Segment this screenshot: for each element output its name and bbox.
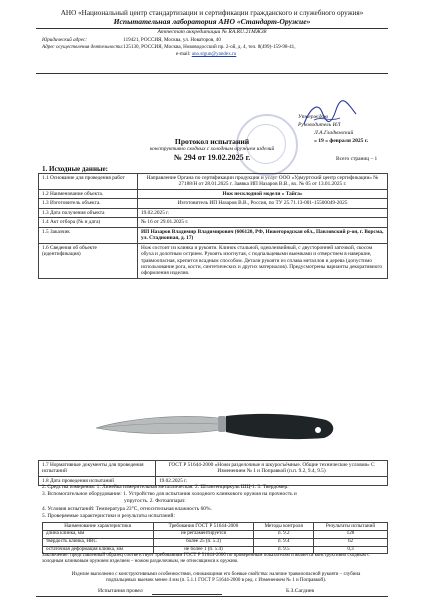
address-rule [36, 73, 388, 74]
row-value: ГОСТ Р 51644-2000 «Ножи разделочные и шкуросъёмные. Общие технические условия» С Изменением № 1 и Поправкой (п.п. 9.2, 9.4, 9.5) [156, 461, 388, 477]
auxiliary-equipment-cont: упругость. 2. Фотоаппарат. [124, 498, 186, 504]
table-row [39, 199, 388, 208]
column-header: Результаты испытаний [314, 523, 388, 531]
results-heading: 5. Проверяемые характеристики и результаты испытаний: [42, 513, 175, 519]
column-header: Требования ГОСТ Р 51644-2000 [153, 523, 254, 531]
source-data-table [38, 173, 388, 279]
row-label: 1.1 Основание для проведения работ [39, 174, 138, 190]
table-cell: длина клинка, мм [43, 530, 154, 538]
section-heading: 1. Исходные данные: [42, 165, 108, 173]
table-cell: п. 9.5 [254, 546, 314, 554]
row-value: 19.02.2025 г. [156, 476, 388, 485]
activity-address-label: Адрес осуществления деятельности: [42, 44, 124, 50]
conclusion-text: Заключение: представленный образец соответствует требованиям ГОСТ Р 51644-2000 по проверенным показателям и является конструктивно сходным с холодным клинковым оружием изделием – ножом разделочным, не относящимся к оружию. [42, 553, 370, 564]
row-value: Изготовитель ИП Назаров В.В., Россия, по ТУ 25.71.13-001-15500049-2025 [138, 199, 388, 208]
table-row [39, 174, 388, 190]
lab-name: Испытательная лаборатория АНО «Стандарт-Оружие» [113, 17, 311, 26]
row-label: 1.2 Наименование объекта. [39, 189, 138, 198]
row-value: ИП Назаров Владимир Владимирович (606120, РФ, Нижегородская обл., Павловский р-он, г. Ворсма, ул. Стадионная, д. 17) [138, 227, 388, 243]
approval-date: « 19 » февраля 2025 г. [314, 138, 369, 144]
legal-address-label: Юридический адрес: [42, 37, 87, 43]
tester-label: Испытания провел [98, 588, 143, 594]
row-value: Нож состоит из клинка и рукояти. Клинок стальной, однолезвийный, с двусторонней заточкой, скосом обуха и долотным острием. Рукоять изогнутая, с подпальцевыми выемками и отверстием в навершие, травмоопасная, крепится всадным способом. Детали рукояти из сплава металлов и дерева (допустимо использование рога, кости, синтетических и других материалов). Предусмотрены варианты декоративного оформления изделия. [138, 243, 388, 278]
table-cell: не регламентируется [153, 530, 254, 538]
approver-name: Л.А.Гладковский [314, 130, 354, 136]
table-cell: не более 1 (п. 5.4) [153, 546, 254, 554]
row-value: 19.02.2025 г. [138, 208, 388, 217]
column-header: Наименование характеристики [43, 523, 154, 531]
table-row [43, 530, 388, 538]
table-header-row [43, 523, 388, 531]
row-label: 1.4 Акт отбора (№ и дата) [39, 218, 138, 227]
table-cell: п. 9.4 [254, 538, 314, 546]
table-cell: 128 [314, 530, 388, 538]
measuring-instruments: 2. Средства измерения: 1. Линейка измерительная металлическая. 2. Штангенциркуль ШЦ-1. 3. Твердомер. [42, 484, 289, 490]
tester-name: Б.З.Сагдиев [286, 588, 315, 594]
org-name: АНО «Национальный центр стандартизации и сертификации гражданского и служебного оружия» [60, 9, 364, 17]
table-row [39, 208, 388, 217]
row-value: № 16 от 29.01.2025 г. [138, 218, 388, 227]
email-line [176, 51, 236, 57]
protocol-number: № 294 от 19.02.2025 г. [173, 153, 251, 162]
results-table [42, 522, 388, 554]
design-features-text: Изделие выполнено с конструктивными особенностями, снижающими его боевые свойства: наличие травмоопасной рукояти – глубина подпальцевых выемок менее 4 мм (п. 5.1.1 ГОСТ Р 51644-2000 в ред. с Изменением № 1 и Поправкой). [71, 572, 361, 583]
table-cell: 62 [314, 538, 388, 546]
table-row [39, 461, 388, 477]
table-cell: остаточная деформация клинка, мм [43, 546, 154, 554]
table-row [39, 243, 388, 278]
table-row [43, 538, 388, 546]
activity-address [42, 44, 295, 50]
row-label: 1.7 Нормативные документы для проведения испытаний [39, 461, 156, 477]
activity-address-value: 125130, РОССИЯ, Москва, Нововодосский пр. 2-ой, д. 4, тел. 8(499)-159-98-41, [123, 44, 296, 50]
accreditation: Аттестат аккредитации № RA.RU.21МЖ38 [157, 29, 267, 35]
table-cell: более 25 (п. 5.3) [153, 538, 254, 546]
table-cell: 0,3 [314, 546, 388, 554]
knife-photo [90, 400, 340, 454]
standards-table [38, 460, 388, 486]
table-row [39, 189, 388, 198]
protocol-subtitle: конструктивно сходных с холодным оружием изделий [149, 146, 275, 152]
column-header: Методы контроля [254, 523, 314, 531]
row-label: 1.3 Изготовитель объекта. [39, 199, 138, 208]
table-cell: твердость клинка, HRC [43, 538, 154, 546]
protocol-title: Протокол испытаний [174, 137, 250, 146]
test-conditions: 4. Условия испытаний: Температура 23°С, относительная влажность 60%. [42, 506, 212, 512]
table-row [39, 227, 388, 243]
row-label: 1.3 Дата получения объекта [39, 208, 138, 217]
approver-title: Руководитель ИЛ [298, 122, 341, 128]
approver-signature [300, 98, 360, 132]
tester-signature-line [152, 594, 222, 595]
footer-rule [36, 596, 388, 597]
auxiliary-equipment: 3. Вспомогательное оборудование: 1. Устройство для испытания холодного клинкового оружия на прочность и [42, 491, 297, 497]
table-row [39, 218, 388, 227]
legal-address-value: 119421, РОССИЯ, Москва, ул. Новаторов, 40 [123, 37, 221, 43]
row-label: 1.5 Заказчик [39, 227, 138, 243]
row-label: 1.6 Сведения об объекте (идентификация) [39, 243, 138, 278]
page-count: Всего страниц – 1 [336, 156, 378, 162]
row-value: Нож несклодной модели « Тайга» [138, 189, 388, 198]
approve-label: Утверждаю [298, 114, 329, 120]
row-label: 1.8 Дата проведения испытаний [39, 476, 156, 485]
row-value: Направление Органа по сертификации продукции и услуг ООО «Удмуртский центр сертификации» № 27188/Н от 28.01.2025 г. Заявка ИП Назаров В.В., вх. № 05 от 13.01.2025 г. [138, 174, 388, 190]
email-link[interactable]: ano.stgun@yandex.ru [191, 51, 237, 57]
email-label: e-mail: [176, 51, 191, 57]
legal-address [42, 37, 221, 43]
table-cell: п. 9.2 [254, 530, 314, 538]
